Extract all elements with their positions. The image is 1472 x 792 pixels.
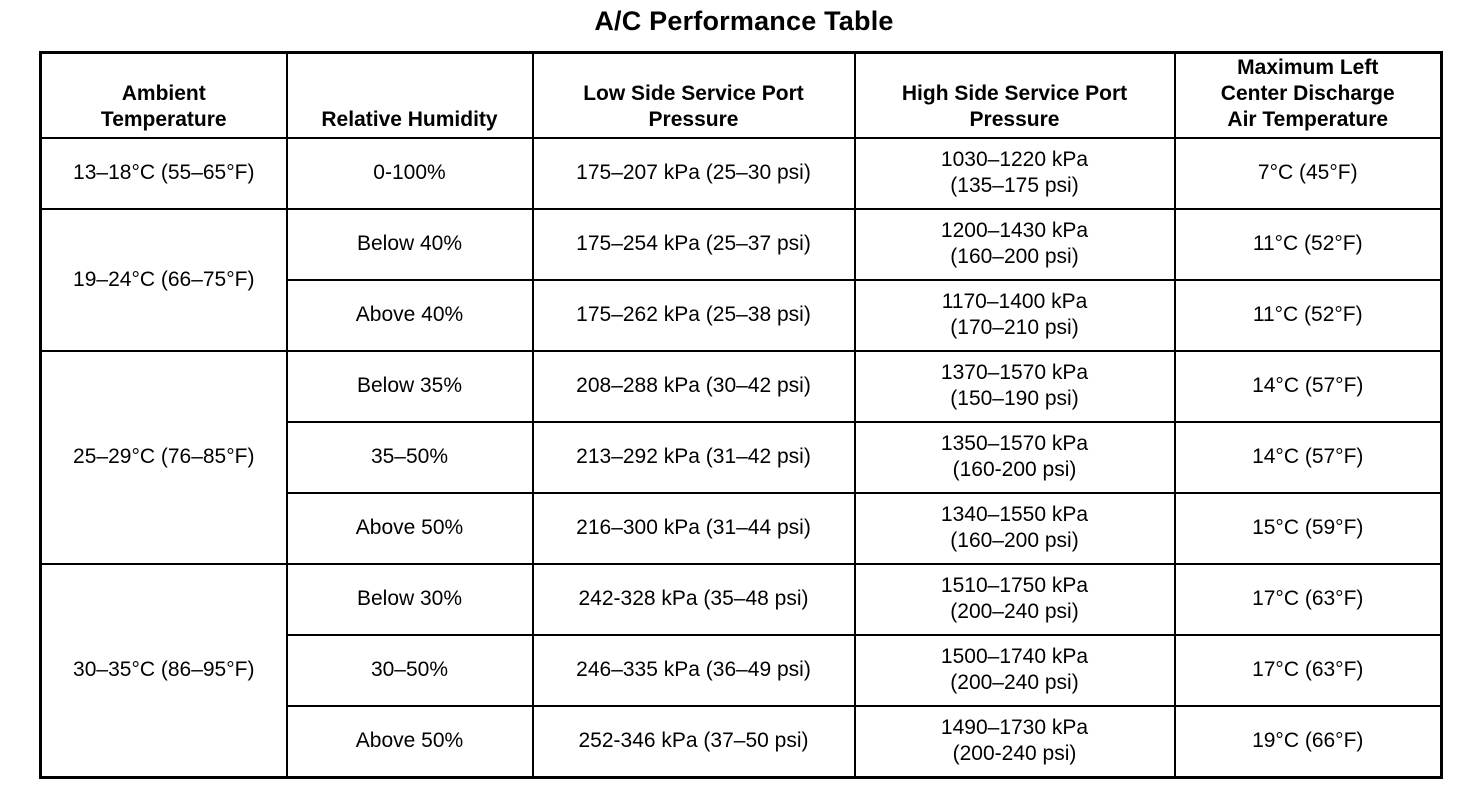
table-row (41, 138, 1442, 209)
max-discharge-temperature-cell: 17°C (63°F) (1175, 564, 1442, 635)
table-row (41, 564, 1442, 635)
ambient-temperature-cell: 25–29°C (76–85°F) (41, 351, 287, 564)
high-side-pressure-cell: 1490–1730 kPa (200-240 psi) (855, 706, 1175, 778)
max-discharge-temperature-cell: 14°C (57°F) (1175, 351, 1442, 422)
ambient-temperature-cell: 13–18°C (55–65°F) (41, 138, 287, 209)
max-discharge-temperature-cell: 19°C (66°F) (1175, 706, 1442, 778)
humidity-cell: Below 35% (287, 351, 533, 422)
high-side-pressure-cell: 1200–1430 kPa (160–200 psi) (855, 209, 1175, 280)
header-low-side-pressure: Low Side Service Port Pressure (533, 53, 855, 138)
high-side-pressure-cell: 1370–1570 kPa (150–190 psi) (855, 351, 1175, 422)
low-side-pressure-cell: 252-346 kPa (37–50 psi) (533, 706, 855, 778)
max-discharge-temperature-cell: 14°C (57°F) (1175, 422, 1442, 493)
high-side-pressure-cell: 1170–1400 kPa (170–210 psi) (855, 280, 1175, 351)
header-relative-humidity: Relative Humidity (287, 53, 533, 138)
ambient-temperature-cell: 19–24°C (66–75°F) (41, 209, 287, 351)
header-ambient-temperature: Ambient Temperature (41, 53, 287, 138)
high-side-pressure-cell: 1340–1550 kPa (160–200 psi) (855, 493, 1175, 564)
humidity-cell: Above 50% (287, 706, 533, 778)
low-side-pressure-cell: 246–335 kPa (36–49 psi) (533, 635, 855, 706)
low-side-pressure-cell: 208–288 kPa (30–42 psi) (533, 351, 855, 422)
ambient-temperature-cell: 30–35°C (86–95°F) (41, 564, 287, 778)
humidity-cell: Above 40% (287, 280, 533, 351)
low-side-pressure-cell: 213–292 kPa (31–42 psi) (533, 422, 855, 493)
table-row (41, 209, 1442, 280)
high-side-pressure-cell: 1510–1750 kPa (200–240 psi) (855, 564, 1175, 635)
table-title: A/C Performance Table (594, 6, 894, 36)
low-side-pressure-cell: 175–254 kPa (25–37 psi) (533, 209, 855, 280)
low-side-pressure-cell: 175–207 kPa (25–30 psi) (533, 138, 855, 209)
humidity-cell: 35–50% (287, 422, 533, 493)
table-row (41, 351, 1442, 422)
humidity-cell: Above 50% (287, 493, 533, 564)
max-discharge-temperature-cell: 7°C (45°F) (1175, 138, 1442, 209)
max-discharge-temperature-cell: 11°C (52°F) (1175, 209, 1442, 280)
high-side-pressure-cell: 1030–1220 kPa (135–175 psi) (855, 138, 1175, 209)
low-side-pressure-cell: 175–262 kPa (25–38 psi) (533, 280, 855, 351)
max-discharge-temperature-cell: 15°C (59°F) (1175, 493, 1442, 564)
low-side-pressure-cell: 216–300 kPa (31–44 psi) (533, 493, 855, 564)
humidity-cell: Below 30% (287, 564, 533, 635)
header-row (41, 53, 1442, 138)
header-high-side-pressure: High Side Service Port Pressure (855, 53, 1175, 138)
high-side-pressure-cell: 1350–1570 kPa (160-200 psi) (855, 422, 1175, 493)
high-side-pressure-cell: 1500–1740 kPa (200–240 psi) (855, 635, 1175, 706)
humidity-cell: 0-100% (287, 138, 533, 209)
ac-performance-table (39, 51, 1443, 779)
humidity-cell: Below 40% (287, 209, 533, 280)
low-side-pressure-cell: 242-328 kPa (35–48 psi) (533, 564, 855, 635)
header-max-discharge-temperature: Maximum Left Center Discharge Air Temperature (1175, 53, 1442, 138)
max-discharge-temperature-cell: 11°C (52°F) (1175, 280, 1442, 351)
max-discharge-temperature-cell: 17°C (63°F) (1175, 635, 1442, 706)
humidity-cell: 30–50% (287, 635, 533, 706)
